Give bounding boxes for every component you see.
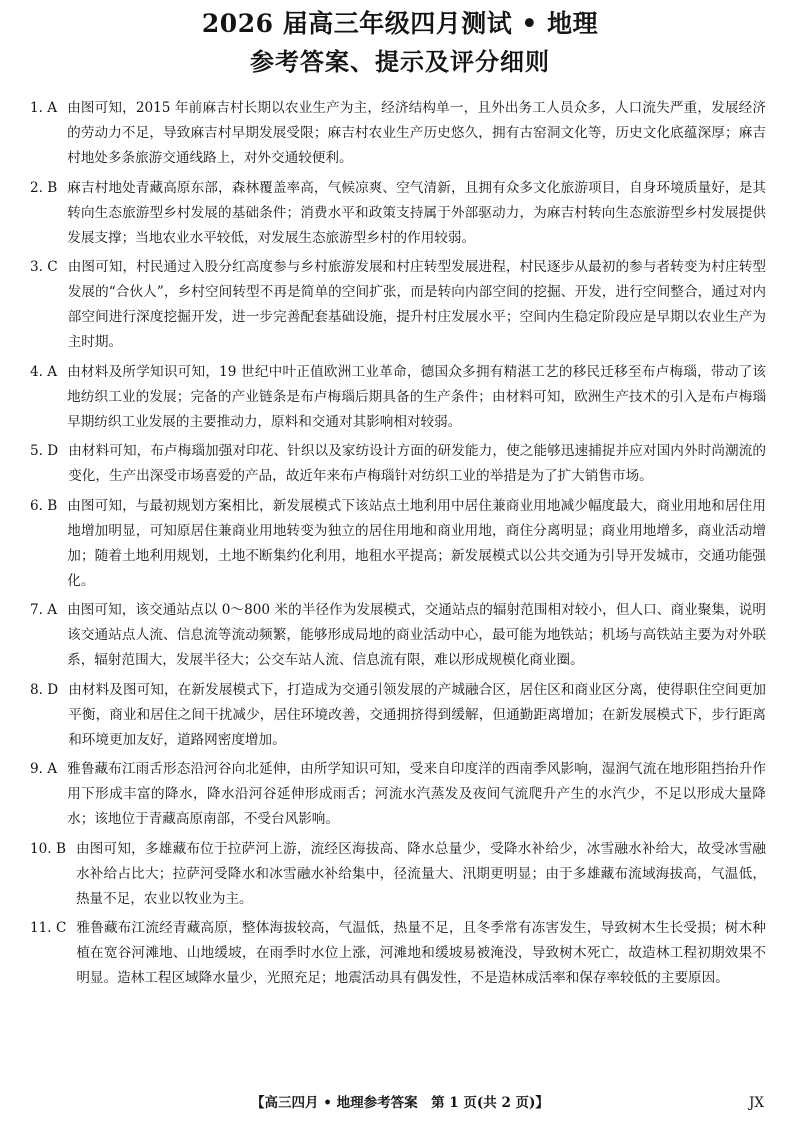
answer-item	[30, 598, 766, 673]
answer-explanation: 由图可知，该交通站点以 0～800 米的半径作为发展模式，交通站点的辐射范围相对较小，但人口、商业聚集，说明该交通站点人流、信息流等流动频繁，能够形成局地的商业活动中心，最可能为地铁站；机场与高铁站主要为对外联系，辐射范围大，发展半径大；公交车站人流、信息流有限，难以形成规模化商业圈。	[67, 602, 766, 668]
footer-code: JX	[748, 1095, 764, 1111]
answer-item	[30, 360, 766, 435]
answer-explanation: 由材料及所学知识可知，19 世纪中叶正值欧洲工业革命，德国众多拥有精湛工艺的移民迁移至布卢梅瑙，带动了该地纺织工业的发展；完备的产业链条是布卢梅瑙后期具备的生产条件；由材料可知，欧洲生产技术的引入是布卢梅瑙早期纺织工业发展的主要推动力，原料和交通对其影响相对较弱。	[67, 363, 766, 430]
answer-number: 2. B	[30, 179, 58, 196]
answer-number: 4. A	[30, 363, 58, 380]
page-subtitle: 参考答案、提示及评分细则	[250, 47, 550, 76]
answer-item	[30, 837, 766, 912]
answer-item	[30, 176, 766, 251]
answer-item	[30, 916, 766, 991]
answer-number: 1. A	[30, 100, 58, 116]
answer-item	[30, 757, 766, 832]
answer-explanation: 雅鲁藏布江雨舌形态沿河谷向北延伸，由所学知识可知，受来自印度洋的西南季风影响，湿润气流在地形阻挡抬升作用下形成丰富的降水，降水沿河谷延伸形成雨舌；河流水汽蒸发及夜间气流爬升产生的水汽少，不足以形成大量降水；该地位于青藏高原南部，不受台风影响。	[67, 761, 766, 827]
answer-explanation: 雅鲁藏布江流经青藏高原，整体海拔较高，气温低，热量不足，且冬季常有冻害发生，导致树木生长受损；树木种植在宽谷河滩地、山地缓坡，在雨季时水位上涨，河滩地和缓坡易被淹没，导致树木死亡，故造林工程初期效果不明显。造林工程区域降水量少，光照充足；地震活动具有偶发性，不是造林成活率和保存率较低的主要原因。	[76, 920, 766, 986]
page-footer	[0, 1094, 800, 1112]
answer-item	[30, 439, 766, 489]
answer-number: 7. A	[30, 602, 58, 618]
answer-explanation: 麻吉村地处青藏高原东部，森林覆盖率高，气候凉爽、空气清新，且拥有众多文化旅游项目，自身环境质量好，是其转向生态旅游型乡村发展的基础条件；消费水平和政策支持属于外部驱动力，为麻吉村转向生态旅游型乡村发展提供发展支撑；当地农业水平较低，对发展生态旅游型乡村的作用较弱。	[67, 179, 766, 246]
answer-number: 8. D	[30, 681, 59, 698]
answer-explanation: 由图可知，2015 年前麻吉村长期以农业生产为主，经济结构单一，且外出务工人员众多，人口流失严重，发展经济的劳动力不足，导致麻吉村早期发展受限；麻吉村农业生产历史悠久，拥有古窑洞文化等，历史文化底蕴深厚；麻吉村地处多条旅游交通线路上，对外交通较便利。	[67, 100, 766, 166]
answer-item	[30, 678, 766, 753]
answer-item	[30, 255, 766, 355]
answer-number: 6. B	[30, 497, 58, 514]
answer-explanation: 由材料可知，布卢梅瑙加强对印花、针织以及家纺设计方面的研发能力，使之能够迅速捕捉并应对国内外时尚潮流的变化，生产出深受市场喜爱的产品，故近年来布卢梅瑙针对纺织工业的举措是为了扩大销售市场。	[68, 443, 766, 484]
answer-list	[30, 96, 766, 991]
answer-explanation: 由图可知，与最初规划方案相比，新发展模式下该站点土地利用中居住兼商业用地减少幅度最大，商业用地和居住用地增加明显，可知原居住兼商业用地转变为独立的居住用地和商业用地，商住分离明显；商业用地增多，商业活动增加；随着土地利用规划，土地不断集约化利用，地租水平提高；新发展模式以公共交通为引导开发城市，交通功能强化。	[67, 497, 766, 589]
answer-number: 5. D	[30, 443, 59, 459]
answer-item	[30, 494, 766, 594]
answer-explanation: 由材料及图可知，在新发展模式下，打造成为交通引领发展的产城融合区，居住区和商业区分离，使得职住空间更加平衡，商业和居住之间干扰减少，居住环境改善，交通拥挤得到缓解，但通勤距离增加；在新发展模式下，步行距离和环境更加友好，道路网密度增加。	[68, 681, 766, 748]
answer-explanation: 由图可知，村民通过入股分红高度参与乡村旅游发展和村庄转型发展进程，村民逐步从最初的参与者转变为村庄转型发展的“合伙人”，乡村空间转型不再是简单的空间扩张，而是转向内部空间的挖掘、开发，进行空间整合，通过对内部空间进行深度挖掘开发，进一步完善配套基础设施，提升村庄发展水平；空间内生稳定阶段应是早期以农业生产为主时期。	[67, 259, 766, 350]
answer-number: 10. B	[30, 840, 66, 857]
answer-explanation: 由图可知，多雄藏布位于拉萨河上游，流经区海拔高、降水总量少，受降水补给少，冰雪融水补给大，故受冰雪融水补给占比大；拉萨河受降水和冰雪融水补给集中，径流量大、汛期更明显；由于多雄藏布流域海拔高，气温低，热量不足，农业以牧业为主。	[75, 840, 766, 907]
answer-number: 3. C	[30, 259, 58, 275]
footer-page-info: 【高三四月 • 地理参考答案 第 1 页(共 2 页)】	[251, 1095, 549, 1111]
answer-number: 11. C	[30, 920, 67, 936]
page-title: 2026 届高三年级四月测试 • 地理	[201, 9, 599, 38]
answer-number: 9. A	[30, 761, 58, 777]
answer-item	[30, 96, 766, 171]
